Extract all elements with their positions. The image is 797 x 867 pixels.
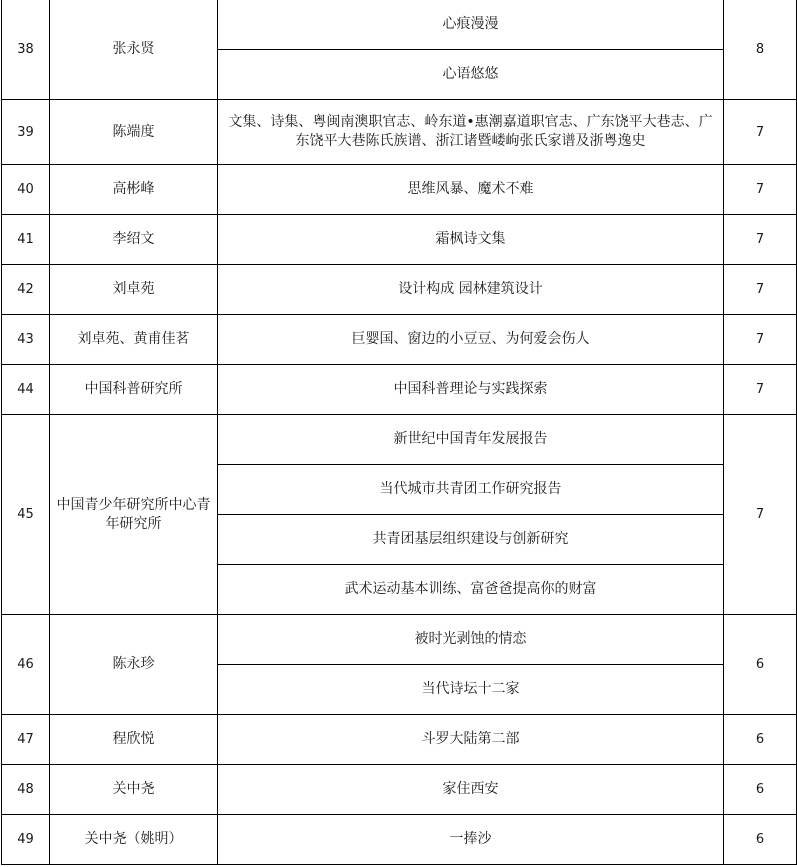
row-number: 41 <box>2 215 50 265</box>
title-cell: 斗罗大陆第二部 <box>218 715 724 765</box>
row-number: 47 <box>2 715 50 765</box>
count-cell: 7 <box>724 365 797 415</box>
title-cell: 心痕漫漫 <box>218 0 724 50</box>
table-row <box>2 165 797 215</box>
table-row <box>2 265 797 315</box>
title-cell: 武术运动基本训练、富爸爸提高你的财富 <box>218 565 724 615</box>
table-row <box>2 100 797 165</box>
author-cell: 中国科普研究所 <box>50 365 218 415</box>
title-cell: 心语悠悠 <box>218 50 724 100</box>
author-cell: 关中尧（姚明） <box>50 815 218 865</box>
book-list-table <box>1 0 797 865</box>
row-number: 49 <box>2 815 50 865</box>
row-number: 48 <box>2 765 50 815</box>
author-cell: 刘卓苑 <box>50 265 218 315</box>
table-row <box>2 215 797 265</box>
row-number: 43 <box>2 315 50 365</box>
author-cell: 陈永珍 <box>50 615 218 715</box>
row-number: 42 <box>2 265 50 315</box>
table-row <box>2 415 797 465</box>
table-row <box>2 615 797 665</box>
row-number: 46 <box>2 615 50 715</box>
table-row <box>2 765 797 815</box>
row-number: 45 <box>2 415 50 615</box>
table-row <box>2 315 797 365</box>
title-cell: 霜枫诗文集 <box>218 215 724 265</box>
title-cell: 中国科普理论与实践探索 <box>218 365 724 415</box>
row-number: 44 <box>2 365 50 415</box>
count-cell: 7 <box>724 165 797 215</box>
count-cell: 7 <box>724 265 797 315</box>
author-cell: 刘卓苑、黄甫佳茗 <box>50 315 218 365</box>
count-cell: 7 <box>724 215 797 265</box>
table-row <box>2 0 797 50</box>
title-cell: 当代诗坛十二家 <box>218 665 724 715</box>
author-cell: 程欣悦 <box>50 715 218 765</box>
count-cell: 6 <box>724 715 797 765</box>
row-number: 38 <box>2 0 50 100</box>
title-cell: 共青团基层组织建设与创新研究 <box>218 515 724 565</box>
table-row <box>2 365 797 415</box>
row-number: 39 <box>2 100 50 165</box>
author-cell: 陈端度 <box>50 100 218 165</box>
title-cell: 一捧沙 <box>218 815 724 865</box>
count-cell: 7 <box>724 415 797 615</box>
title-cell: 被时光剥蚀的情恋 <box>218 615 724 665</box>
title-cell: 家住西安 <box>218 765 724 815</box>
title-cell: 文集、诗集、粤闽南澳职官志、岭东道•惠潮嘉道职官志、广东饶平大巷志、广东饶平大巷陈氏族谱、浙江诸暨嵝岣张氏家谱及浙粤逸史 <box>218 100 724 165</box>
count-cell: 6 <box>724 615 797 715</box>
title-cell: 思维风暴、魔术不难 <box>218 165 724 215</box>
title-cell: 巨婴国、窗边的小豆豆、为何爱会伤人 <box>218 315 724 365</box>
count-cell: 6 <box>724 765 797 815</box>
row-number: 40 <box>2 165 50 215</box>
table-row <box>2 715 797 765</box>
author-cell: 中国青少年研究所中心青年研究所 <box>50 415 218 615</box>
title-cell: 设计构成 园林建筑设计 <box>218 265 724 315</box>
author-cell: 张永贤 <box>50 0 218 100</box>
author-cell: 高彬峰 <box>50 165 218 215</box>
count-cell: 8 <box>724 0 797 100</box>
table-row <box>2 815 797 865</box>
author-cell: 关中尧 <box>50 765 218 815</box>
title-cell: 新世纪中国青年发展报告 <box>218 415 724 465</box>
count-cell: 7 <box>724 315 797 365</box>
count-cell: 6 <box>724 815 797 865</box>
author-cell: 李绍文 <box>50 215 218 265</box>
title-cell: 当代城市共青团工作研究报告 <box>218 465 724 515</box>
count-cell: 7 <box>724 100 797 165</box>
